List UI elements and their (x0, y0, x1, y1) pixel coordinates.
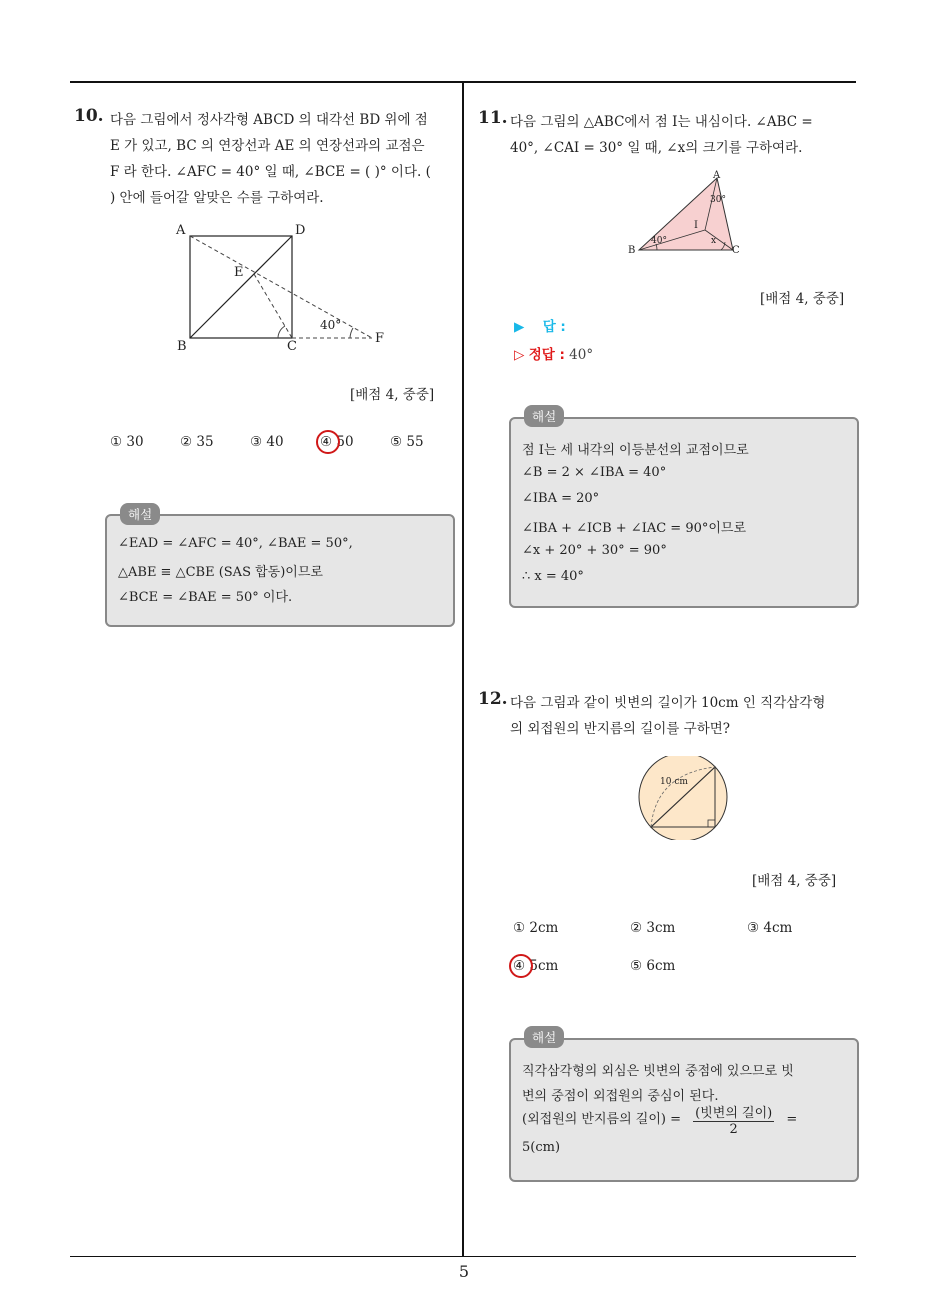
label-B: B (628, 245, 636, 256)
label-x: x (711, 236, 717, 246)
question-number: 11. (478, 108, 508, 128)
question-text-line: ) 안에 들어갈 알맞은 수를 구하여라. (110, 190, 324, 206)
choice-3[interactable]: ③ 40 (250, 434, 284, 450)
fraction-numerator: (빗변의 길이) (693, 1102, 774, 1122)
source-tag: [배점 4, 중중] (752, 873, 837, 889)
label-C: C (287, 339, 297, 354)
solution-tag: 해설 (524, 405, 564, 427)
choice-4[interactable]: ④ 50 (320, 434, 354, 450)
question-text-line: 다음 그림에서 정사각형 ABCD 의 대각선 BD 위에 점 (110, 112, 428, 128)
question-number: 12. (478, 689, 508, 709)
choice-2[interactable]: ② 35 (180, 434, 214, 450)
solution-line: △ABE ≡ △CBE (SAS 합동)이므로 (118, 565, 323, 580)
triangle-outline-icon: ▷ (514, 347, 525, 363)
choice-1[interactable]: ① 2cm (513, 920, 559, 936)
label-40: 40° (651, 236, 667, 246)
correct-answer-value: 40° (569, 347, 594, 363)
answer-mark-circle (509, 954, 533, 978)
source-tag: [배점 4, 중중] (350, 387, 435, 403)
solution-tag: 해설 (524, 1026, 564, 1048)
answer-label: 답 : (542, 319, 566, 335)
label-F: F (375, 331, 385, 346)
square-figure (170, 220, 390, 360)
correct-answer-row (514, 343, 593, 363)
solution-line: ∠B = 2 × ∠IBA = 40° (522, 465, 667, 480)
fraction-denominator: 2 (729, 1122, 738, 1137)
solution-line: ∠BCE = ∠BAE = 50° 이다. (118, 590, 293, 605)
label-30: 30° (710, 195, 726, 205)
question-text-line: E 가 있고, BC 의 연장선과 AE 의 연장선과의 교점은 (110, 138, 425, 154)
solution-line: 점 I는 세 내각의 이등분선의 교점이므로 (522, 443, 749, 458)
choice-1[interactable]: ① 30 (110, 434, 144, 450)
question-number: 10. (74, 106, 104, 126)
correct-answer-label: 정답 : (528, 347, 565, 363)
circle-figure (636, 756, 732, 840)
label-A: A (713, 170, 721, 181)
choice-2[interactable]: ② 3cm (630, 920, 676, 936)
column-divider (462, 82, 464, 1257)
label-C: C (732, 245, 740, 256)
angle-label: 40° (320, 318, 342, 332)
triangle-figure (625, 170, 745, 260)
solution-line: 직각삼각형의 외심은 빗변의 중점에 있으므로 빗 (522, 1064, 794, 1079)
question-text-line: 의 외접원의 반지름의 길이를 구하면? (510, 721, 731, 737)
solution-line: ∴ x = 40° (522, 569, 584, 584)
play-icon: ▶ (514, 319, 525, 335)
question-text-line: F 라 한다. ∠AFC = 40° 일 때, ∠BCE = ( )° 이다. ( (110, 164, 431, 180)
solution-line: ∠x + 20° + 30° = 90° (522, 543, 667, 558)
solution-line: ∠IBA + ∠ICB + ∠IAC = 90°이므로 (522, 521, 747, 536)
length-label: 10 cm (660, 777, 688, 787)
question-text-line: 다음 그림과 같이 빗변의 길이가 10cm 인 직각삼각형 (510, 695, 826, 711)
choice-4[interactable]: ④ 5cm (513, 958, 559, 974)
choice-3[interactable]: ③ 4cm (747, 920, 793, 936)
label-E: E (234, 265, 244, 280)
label-I: I (694, 220, 698, 231)
solution-line: ∠IBA = 20° (522, 491, 600, 506)
answer-mark-circle (316, 430, 340, 454)
solution-line: 변의 중점이 외접원의 중심이 된다. (522, 1089, 719, 1104)
fraction (693, 1102, 774, 1137)
question-text-line: 40°, ∠CAI = 30° 일 때, ∠x의 크기를 구하여라. (510, 140, 803, 156)
solution-tag: 해설 (120, 503, 160, 525)
choice-5[interactable]: ⑤ 6cm (630, 958, 676, 974)
formula-right: = (786, 1112, 798, 1127)
label-B: B (177, 339, 187, 354)
bottom-rule (70, 1256, 856, 1257)
label-D: D (295, 223, 306, 238)
label-A: A (176, 223, 186, 238)
source-tag: [배점 4, 중중] (760, 291, 845, 307)
solution-line: 5(cm) (522, 1140, 561, 1155)
solution-formula (522, 1102, 797, 1137)
choice-5[interactable]: ⑤ 55 (390, 434, 424, 450)
solution-line: ∠EAD = ∠AFC = 40°, ∠BAE = 50°, (118, 536, 353, 551)
question-text-line: 다음 그림의 △ABC에서 점 I는 내심이다. ∠ABC = (510, 114, 813, 130)
answer-row (514, 315, 566, 335)
formula-left: (외접원의 반지름의 길이) = (522, 1112, 682, 1127)
page-number: 5 (458, 1262, 470, 1281)
